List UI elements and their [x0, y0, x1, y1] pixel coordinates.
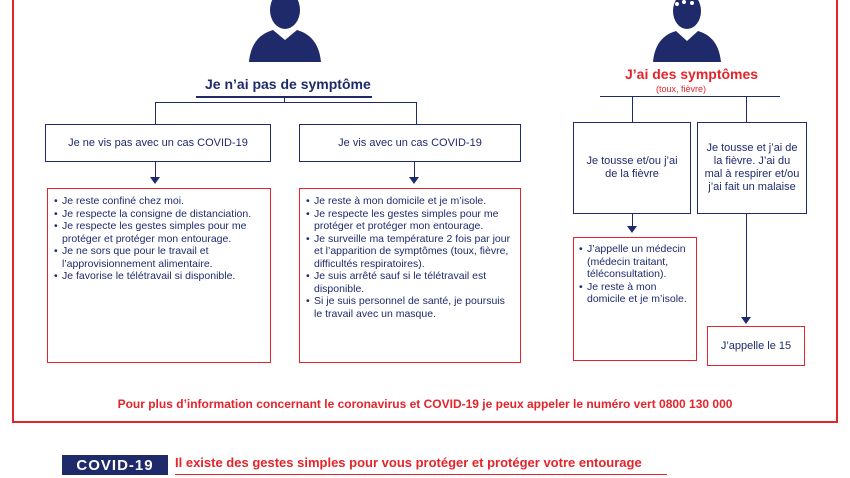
down-arrow-icon — [741, 317, 751, 324]
action-item: • Je reste à mon domicile et je m’isole. — [306, 195, 514, 208]
no-contact-actions — [47, 188, 271, 363]
frame-left-border — [12, 0, 14, 422]
down-arrow-icon — [409, 177, 419, 184]
symptom-heading: J’ai des symptômes — [625, 66, 759, 82]
action-item: • Je reste confiné chez moi. — [54, 195, 264, 208]
frame-right-border — [836, 0, 838, 422]
frame-bottom-border — [12, 421, 838, 423]
call-15-action: J’appelle le 15 — [707, 326, 805, 366]
no-symptom-heading: Je n’ai pas de symptôme — [205, 76, 371, 92]
covid-tag: COVID-19 — [62, 455, 168, 475]
connector-line — [416, 102, 417, 124]
arrow-shaft — [632, 214, 633, 226]
symptom-subtitle: (toux, fièvre) — [656, 84, 707, 94]
connector-line — [155, 102, 417, 103]
connector-line — [632, 96, 633, 122]
down-arrow-icon — [150, 177, 160, 184]
connector-line — [600, 96, 780, 97]
arrow-shaft — [414, 162, 415, 177]
action-item: • Je suis arrêté sauf si le télétravail est disponible. — [306, 270, 514, 295]
hotline-info: Pour plus d’information concernant le coronavirus et COVID-19 je peux appeler le numéro vert 0800 130 000 — [117, 397, 733, 411]
arrow-shaft — [155, 162, 156, 177]
person-icon — [243, 0, 327, 62]
action-item: • Si je suis personnel de santé, je poursuis le travail avec un masque. — [306, 295, 514, 320]
cough-fever-option: Je tousse et/ou j’ai de la fièvre — [573, 122, 691, 214]
arrow-shaft — [746, 214, 747, 317]
no-contact-option: Je ne vis pas avec un cas COVID-19 — [45, 124, 271, 162]
call-doctor-actions — [573, 237, 697, 361]
connector-line — [284, 97, 285, 103]
action-item: • Je reste à mon domicile et je m’isole. — [579, 281, 691, 306]
action-item: • J’appelle un médecin (médecin traitant, téléconsultation). — [579, 243, 691, 281]
action-item: • Je respecte les gestes simples pour me protéger et protéger mon entourage. — [54, 220, 264, 245]
action-item: • Je surveille ma température 2 fois par jour et l’apparition de symptômes (toux, fièvre, difficultés respiratoires). — [306, 233, 514, 271]
sick-person-icon — [648, 0, 726, 62]
action-item: • Je respecte les gestes simples pour me protéger et protéger mon entourage. — [306, 208, 514, 233]
contact-actions — [299, 188, 521, 363]
action-item: • Je respecte la consigne de distanciation. — [54, 208, 264, 221]
connector-line — [155, 102, 156, 124]
breathing-difficulty-option: Je tousse et j’ai de la fièvre. J’ai du mal à respirer et/ou j’ai fait un malaise — [697, 122, 807, 214]
slogan-underline — [175, 474, 667, 475]
contact-option: Je vis avec un cas COVID-19 — [299, 124, 521, 162]
down-arrow-icon — [627, 226, 637, 233]
connector-line — [746, 96, 747, 122]
action-item: • Je favorise le télétravail si disponible. — [54, 270, 264, 283]
footer-slogan: Il existe des gestes simples pour vous protéger et protéger votre entourage — [175, 455, 642, 470]
action-item: • Je ne sors que pour le travail et l’approvisionnement alimentaire. — [54, 245, 264, 270]
